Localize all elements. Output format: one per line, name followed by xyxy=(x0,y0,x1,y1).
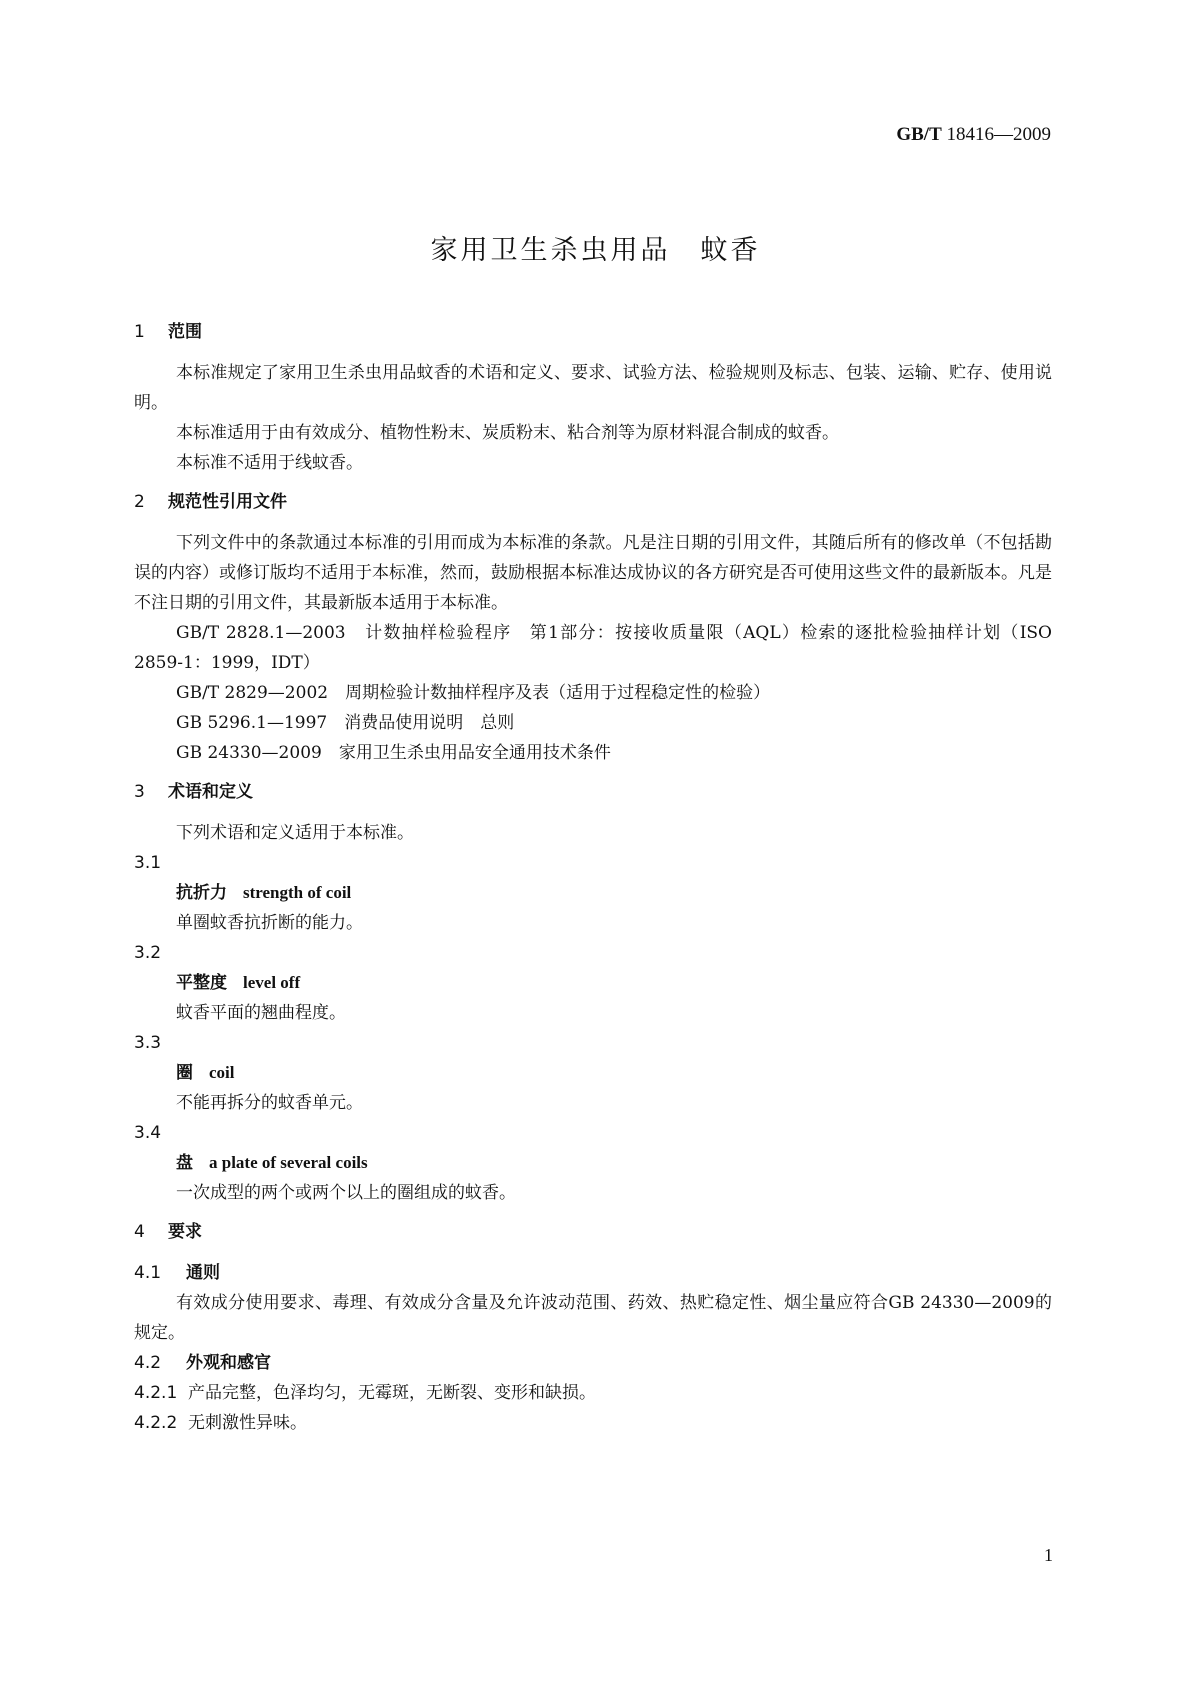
reference-item: GB/T 2828.1—2003 计数抽样检验程序 第1部分：按接收质量限（AQL）检索的逐批检验抽样计划（ISO 2859-1：1999，IDT） xyxy=(134,623,1052,673)
term-cn: 抗折力 xyxy=(176,883,227,903)
reference-item: GB 5296.1—1997 消费品使用说明 总则 xyxy=(176,713,515,733)
standard-code-prefix: GB/T xyxy=(896,124,942,145)
term-cn: 盘 xyxy=(176,1153,193,1173)
clause-text: 无刺激性异味。 xyxy=(188,1413,307,1433)
term-en: coil xyxy=(209,1063,235,1082)
term-number: 3.1 xyxy=(134,853,162,873)
term-name xyxy=(134,878,1052,908)
term-en: a plate of several coils xyxy=(209,1153,368,1172)
document-body xyxy=(134,322,1052,1438)
subsection-4-1-heading xyxy=(134,1258,1052,1288)
paragraph: 本标准适用于由有效成分、植物性粉末、炭质粉末、粘合剂等为原材料混合制成的蚊香。 xyxy=(176,423,839,443)
subsection-number: 4.1 xyxy=(134,1263,162,1283)
term-name xyxy=(134,1058,1052,1088)
section-title: 要求 xyxy=(168,1222,202,1242)
term-number: 3.4 xyxy=(134,1123,162,1143)
subsection-title: 外观和感官 xyxy=(186,1353,271,1373)
clause-4-2-2 xyxy=(134,1408,1052,1438)
section-title: 规范性引用文件 xyxy=(168,492,287,512)
term-number: 3.2 xyxy=(134,943,162,963)
subsection-title: 通则 xyxy=(186,1263,220,1283)
term-definition: 蚊香平面的翘曲程度。 xyxy=(176,1003,346,1023)
section-title: 术语和定义 xyxy=(168,782,253,802)
section-number: 2 xyxy=(134,492,145,512)
term-name xyxy=(134,968,1052,998)
paragraph: 本标准不适用于线蚊香。 xyxy=(176,453,363,473)
section-2-heading xyxy=(134,492,1052,528)
reference-item: GB 24330—2009 家用卫生杀虫用品安全通用技术条件 xyxy=(176,743,611,763)
section-1-heading xyxy=(134,322,1052,358)
subsection-4-2-heading xyxy=(134,1348,1052,1378)
clause-number: 4.2.1 xyxy=(134,1383,178,1403)
standard-code-number: 18416—2009 xyxy=(946,124,1051,145)
paragraph: 下列术语和定义适用于本标准。 xyxy=(176,823,414,843)
term-definition: 不能再拆分的蚊香单元。 xyxy=(176,1093,363,1113)
term-definition: 单圈蚊香抗折断的能力。 xyxy=(176,913,363,933)
term-en: strength of coil xyxy=(243,883,352,902)
term-cn: 平整度 xyxy=(176,973,227,993)
section-title: 范围 xyxy=(168,322,202,342)
paragraph: 下列文件中的条款通过本标准的引用而成为本标准的条款。凡是注日期的引用文件，其随后所有的修改单（不包括勘误的内容）或修订版均不适用于本标准，然而，鼓励根据本标准达成协议的各方研究是否可使用这些文件的最新版本。凡是不注日期的引用文件，其最新版本适用于本标准。 xyxy=(134,533,1052,613)
section-number: 3 xyxy=(134,782,145,802)
section-3-heading xyxy=(134,782,1052,818)
document-title: 家用卫生杀虫用品 蚊香 xyxy=(430,235,761,266)
section-4-heading xyxy=(134,1222,1052,1258)
clause-4-2-1 xyxy=(134,1378,1052,1408)
subsection-number: 4.2 xyxy=(134,1353,162,1373)
term-number: 3.3 xyxy=(134,1033,162,1053)
paragraph: 有效成分使用要求、毒理、有效成分含量及允许波动范围、药效、热贮稳定性、烟尘量应符合GB 24330—2009的规定。 xyxy=(134,1293,1052,1343)
term-cn: 圈 xyxy=(176,1063,193,1083)
standard-code xyxy=(896,124,1051,146)
clause-text: 产品完整，色泽均匀，无霉斑，无断裂、变形和缺损。 xyxy=(188,1383,596,1403)
reference-item: GB/T 2829—2002 周期检验计数抽样程序及表（适用于过程稳定性的检验） xyxy=(176,683,771,703)
term-en: level off xyxy=(243,973,301,992)
term-name xyxy=(134,1148,1052,1178)
section-number: 4 xyxy=(134,1222,145,1242)
page-number: 1 xyxy=(1044,1545,1053,1565)
section-number: 1 xyxy=(134,322,145,342)
paragraph: 本标准规定了家用卫生杀虫用品蚊香的术语和定义、要求、试验方法、检验规则及标志、包装、运输、贮存、使用说明。 xyxy=(134,363,1052,413)
term-definition: 一次成型的两个或两个以上的圈组成的蚊香。 xyxy=(176,1183,516,1203)
clause-number: 4.2.2 xyxy=(134,1413,178,1433)
